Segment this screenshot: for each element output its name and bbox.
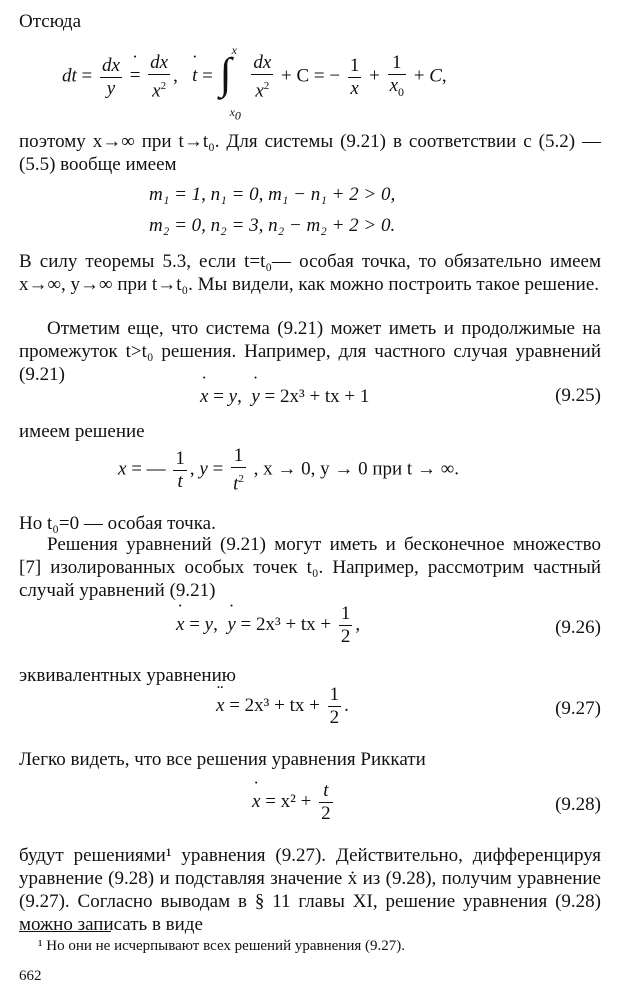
footnote: ¹ Но они не исчерпывают всех решений уравнения (9.27). [38, 938, 405, 954]
equation-m1-n1: m₁ = 1, n₁ = 0, m₁ − n₁ + 2 > 0, [149, 184, 396, 205]
equation-dt: dt = $\frac{dx}{y}$ ˙ = $\frac{dx}{x^2}$ , ˙ t = ∫ x $x_0$ $\frac{dx}{x^2}$ + C = − $\frac{1}{x}$ + $\frac{1}{x_0}$ + C, [62, 47, 447, 107]
equation-number-9-28: (9.28) [555, 794, 601, 815]
text-equivalent: эквивалентных уравнению [19, 665, 236, 686]
equation-9-27-rhs: = 2x³ + tx + [229, 694, 320, 716]
equation-9-25-rhs: = 2x³ + tx + 1 [264, 386, 370, 407]
equation-9-26-rhs: = 2x³ + tx + [240, 613, 332, 635]
equation-dt-tail: + C = − [281, 65, 341, 87]
text-paragraph-system: поэтому x→∞ при t→t₀. Для системы (9.21) в соответствии с (5.2) — (5.5) вообще имеем [19, 131, 601, 175]
equation-9-26: ˙ x = y, ˙ y = 2x³ + tx + $\frac{1}{2}$ , [176, 603, 360, 648]
equation-number-9-27: (9.27) [555, 698, 601, 719]
equation-number-9-25: (9.25) [555, 385, 601, 406]
footnote-rule [19, 931, 111, 932]
equation-solution: x = — $\frac{1}{t}$ , y = $\frac{1}{t^2}$ , x → 0, y → 0 при t → ∞. [118, 445, 460, 495]
text-paragraph-solutions: будут решениями¹ уравнения (9.27). Действительно, дифференцируя уравнение (9.28) и подставляя значение ẋ из (9.28), получим уравнение (9.27). Согласно выводам в § 11 главы XI, решение уравнения (9.28) можно записать в виде [19, 845, 601, 935]
equation-number-9-26: (9.26) [555, 617, 601, 638]
equation-9-25: ˙ x = y, ˙ y = 2x³ + tx + 1 [200, 385, 369, 408]
equation-m2-n2: m₂ = 0, n₂ = 3, n₂ − m₂ + 2 > 0. [149, 215, 396, 236]
text-singular-point: Но t₀=0 — особая точка. [19, 513, 216, 534]
text-imeem-reshenie: имеем решение [19, 421, 145, 442]
text-paragraph-continuable: Отметим еще, что система (9.21) может иметь и продолжимые на промежуток t>t₀ решения. Например, для частного случая уравнений (9.21) [19, 318, 601, 385]
equation-solution-tail: , x → 0, y → 0 при t → ∞. [253, 458, 460, 480]
text-riccati: Легко видеть, что все решения уравнения Риккати [19, 749, 426, 770]
text-otsyuda: Отсюда [19, 11, 82, 32]
equation-9-28-rhs: = x² + [265, 790, 312, 812]
equation-9-28: ˙ x = x² + $\frac{t}{2}$ [252, 780, 336, 825]
text-paragraph-theorem: В силу теоремы 5.3, если t=t₀— особая точка, то обязательно имеем x→∞, y→∞ при t→t₀. Мы видели, как можно построить такое решение. [19, 251, 601, 295]
equation-9-27: ¨ x = 2x³ + tx + $\frac{1}{2}$ . [216, 684, 349, 729]
text-paragraph-isolated: Решения уравнений (9.21) могут иметь и бесконечное множество [7] изолированных особых точек t₀. Например, рассмотрим частный случай уравнений (9.21) [19, 534, 601, 601]
page-number: 662 [19, 968, 42, 984]
